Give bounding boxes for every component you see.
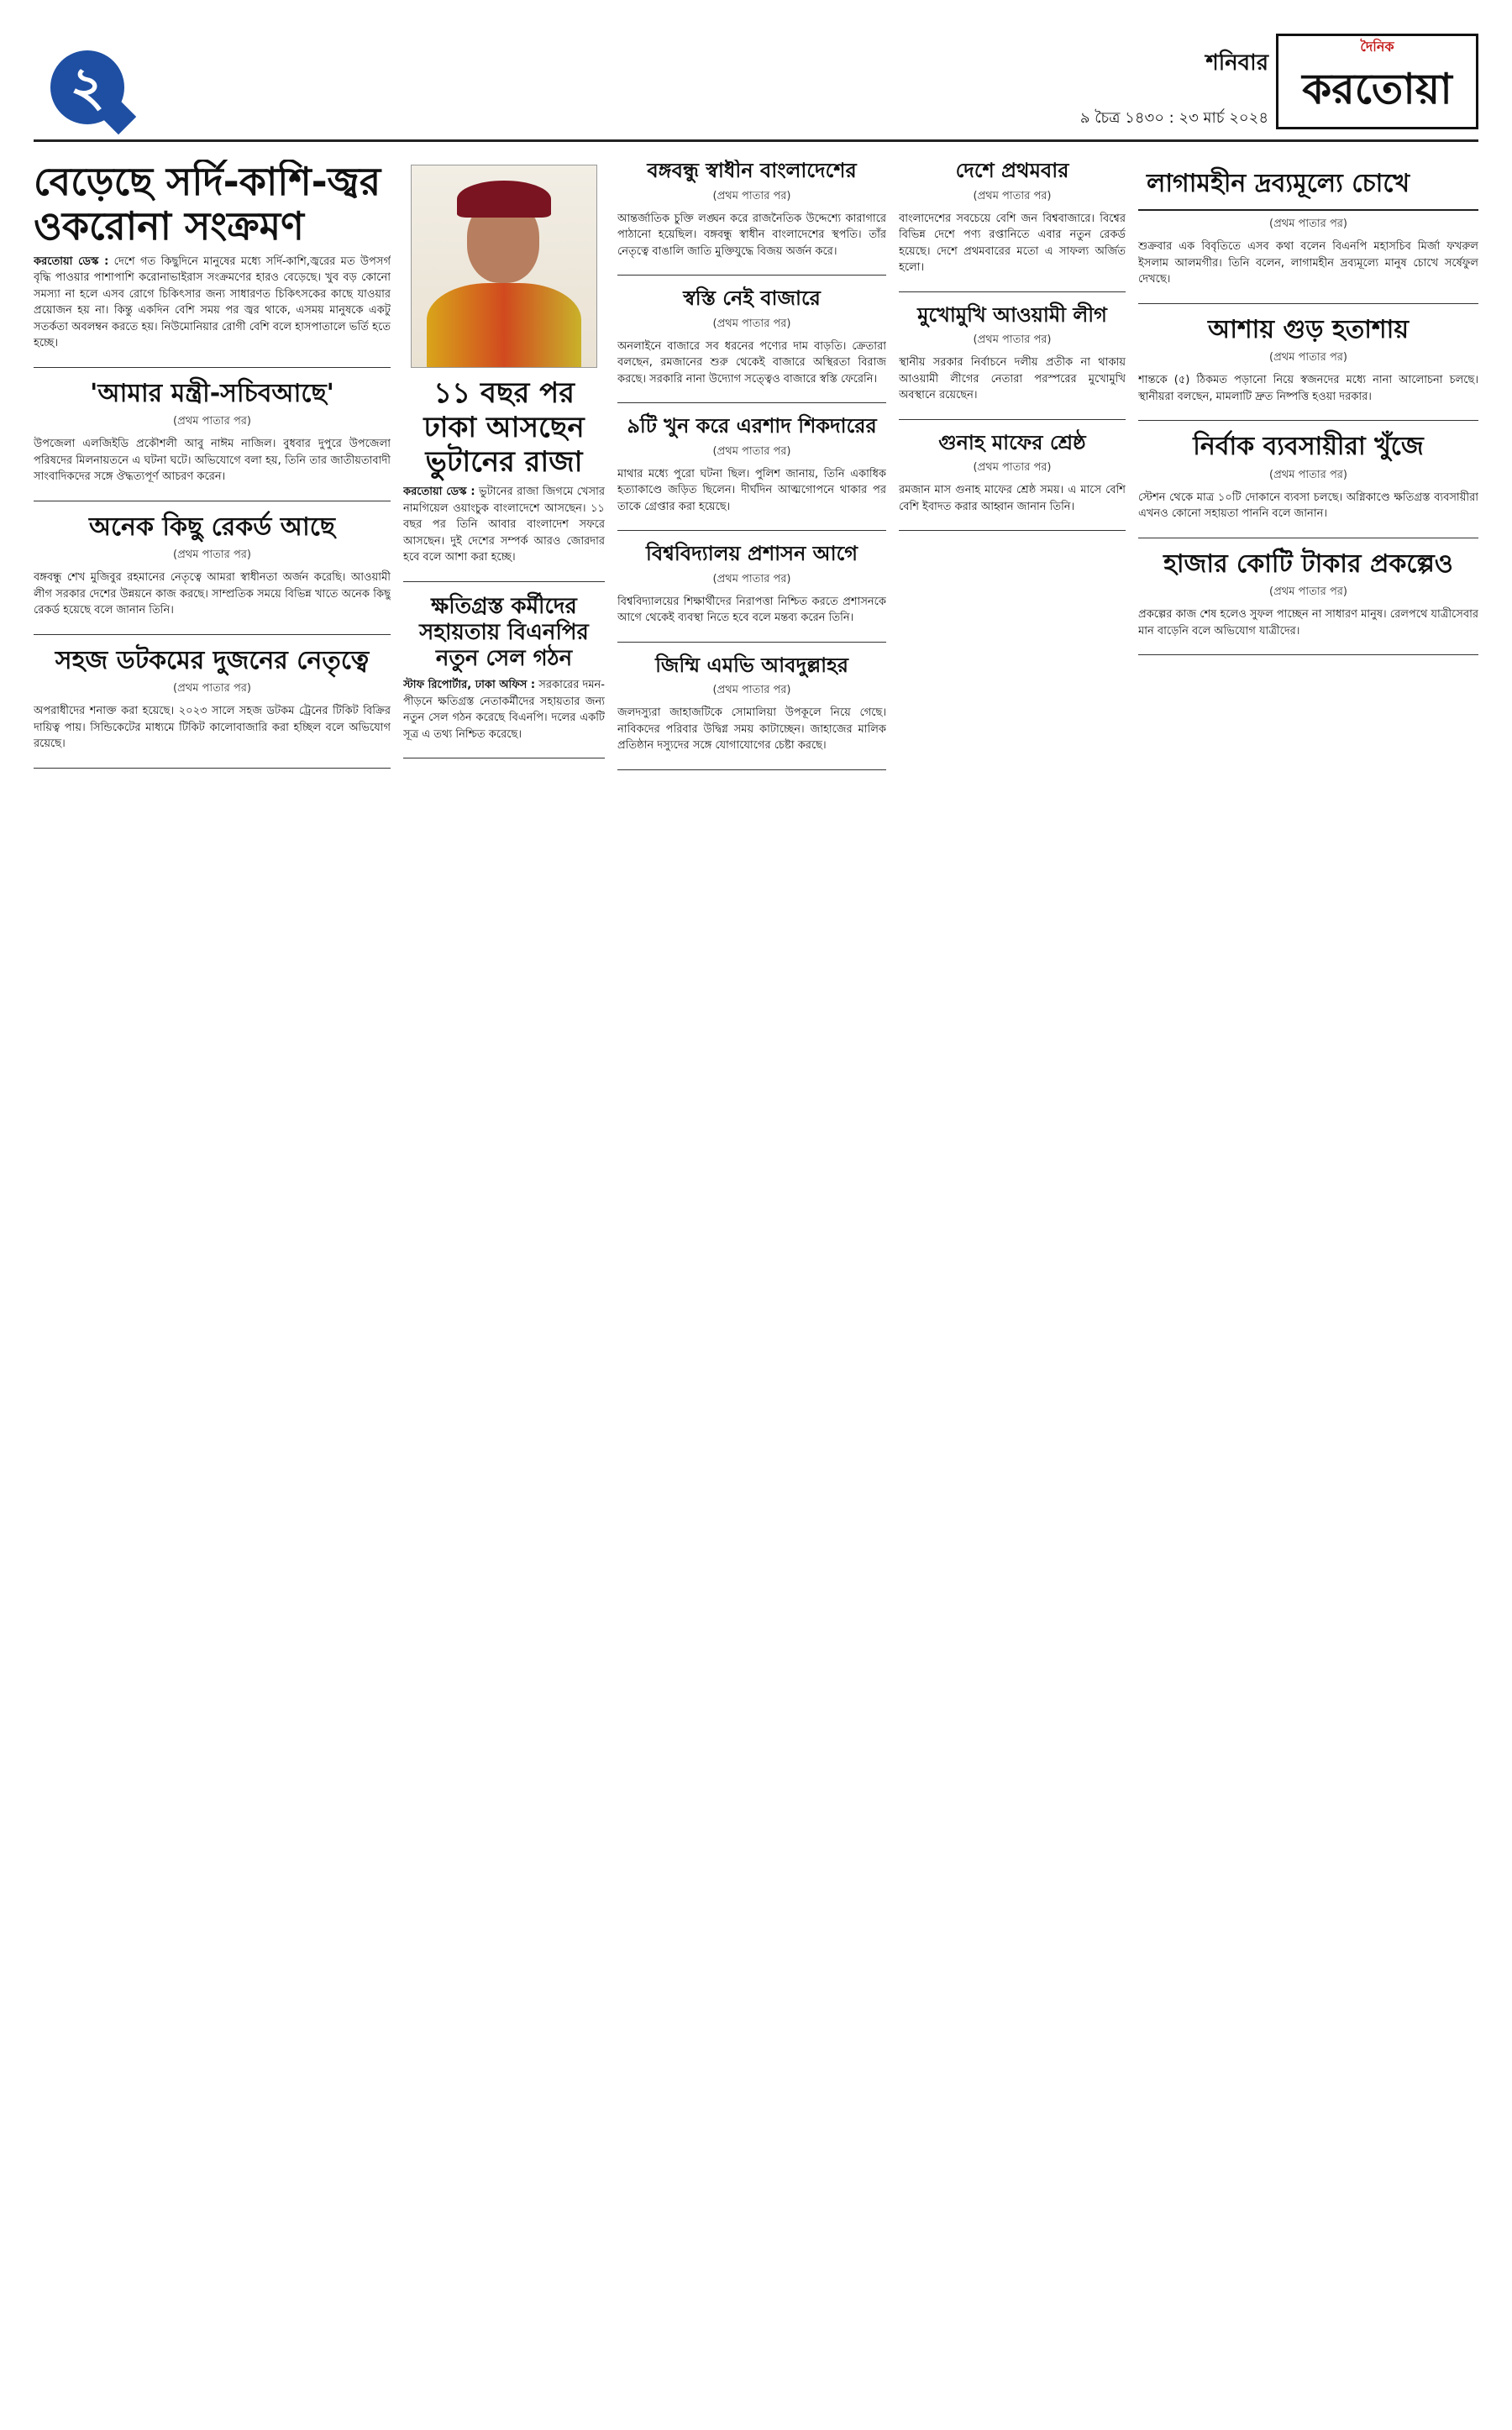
bnp-body (403, 677, 605, 743)
first-cont: (প্রথম পাতার পর) (973, 189, 1052, 202)
market-story (617, 287, 886, 403)
column-4 (899, 160, 1126, 2394)
bhutan-headline: ১১ বছর পর ঢাকা আসছেন ভুটানের রাজা (423, 376, 585, 479)
market-body: অনলাইনে বাজারে সব ধরনের পণ্যের দাম বাড়তি। ক্রেতারা বলছেন, রমজানের শুরু থেকেই বাজারে অস্থিরতা বিরাজ করছে। সরকারি নানা উদ্যোগ সত্ত্বেও বাজারে স্বস্তি ফেরেনি। (617, 339, 886, 386)
hope-story (1138, 316, 1478, 422)
crore-story (1138, 550, 1478, 656)
hope-cont: (প্রথম পাতার পর) (1269, 351, 1347, 364)
first-story (899, 160, 1126, 292)
university-headline: বিশ্ববিদ্যালয় প্রশাসন আগে (645, 542, 858, 566)
university-body: বিশ্ববিদ্যালয়ের শিক্ষার্থীদের নিরাপত্তা নিশ্চিত করতে প্রশাসনকে আগে থেকেই ব্যবস্থা নিতে হবে বলে মন্তব্য করেন তিনি। (617, 595, 886, 625)
column-2 (403, 160, 605, 2394)
crore-cont: (প্রথম পাতার পর) (1269, 585, 1347, 598)
king-photo (411, 165, 597, 368)
lead-headline: বেড়েছে সর্দি-কাশি-জ্বর ওকরোনা সংক্রমণ (34, 160, 381, 249)
market-cont: (প্রথম পাতার পর) (712, 317, 791, 330)
records-body: বঙ্গবন্ধু শেখ মুজিবুর রহমানের নেতৃত্বে আমরা স্বাধীনতা অর্জন করেছি। আওয়ামী লীগ সরকার দেশের উন্নয়নে কাজ করছে। সাম্প্রতিক সময়ে বিভিন্ন খাতে অনেক কিছু রেকর্ড হয়েছে বলে জানান তিনি। (34, 571, 391, 617)
logo-main-text: করতোয়া (1302, 64, 1452, 113)
sohoj-story (34, 647, 391, 769)
hostage-cont: (প্রথম পাতার পর) (712, 684, 791, 697)
crore-headline: হাজার কোটি টাকার প্রকল্পেও (1163, 548, 1453, 579)
traders-cont: (প্রথম পাতার পর) (1269, 468, 1347, 481)
records-cont: (প্রথম পাতার পর) (173, 548, 251, 562)
hope-headline: আশায় গুড় হতাশায় (1207, 314, 1410, 344)
minister-story (34, 380, 391, 501)
minister-body: উপজেলা এলজিইডি প্রকৌশলী আবু নাঈম নাজিল। বুধবার দুপুরে উপজেলা পরিষদের মিলনায়তনে এ ঘটনা ঘটে। অভিযোগে বলা হয়, তিনি তার জাতীয়তাবাদী সাংবাদিকদের সঙ্গে ঔদ্ধত্যপূর্ণ আচরণ করেন। (34, 438, 391, 484)
market-headline: স্বস্তি নেই বাজারে (683, 286, 821, 311)
prices-story (1138, 160, 1478, 304)
hostage-story (617, 654, 886, 770)
lead-text: দেশে গত কিছুদিনে মানুষের মধ্যে সর্দি-কাশি,জ্বরের মত উপসর্গ বৃদ্ধি পাওয়ার পাশাপাশি করোনাভাইরাস সংক্রমণের হারও বেড়েছে। খুব বড় কোনো সমস্যা না হলে এসব রোগে চিকিৎসার জন্য সাধারণত চিকিৎসকের কাছে যাওয়ার প্রয়োজন হয় না। কিন্তু একদিন বেশি সময় পর জ্বর থাকে, এসময় মানুষকে একটু সতর্কতা অবলম্বন করতে হয়। নিউমোনিয়ার রোগী বেশি বলে হাসপাতালে ভর্তি হতে হচ্ছে। (34, 255, 391, 350)
bangabandhu-body: আন্তর্জাতিক চুক্তি লঙ্ঘন করে রাজনৈতিক উদ্দেশ্যে কারাগারে পাঠানো হয়েছিল। বঙ্গবন্ধু স্বাধীন বাংলাদেশের স্থপতি। তাঁর নেতৃত্বে বাঙালি জাতি মুক্তিযুদ্ধে বিজয় অর্জন করে। (617, 212, 886, 258)
first-body: বাংলাদেশের সবচেয়ে বেশি জন বিশ্ববাজারে। বিশ্বের বিভিন্ন দেশে পণ্য রপ্তানিতে এবার নতুন রেকর্ড হয়েছে। দেশে প্রথমবারের মতো এ সাফল্য অর্জিত হলো। (899, 212, 1126, 275)
traders-headline: নির্বাক ব্যবসায়ীরা খুঁজে (1193, 432, 1424, 461)
first-headline: দেশে প্রথমবার (955, 160, 1069, 182)
sohoj-headline: সহজ ডটকমের দুজনের নেতৃত্বে (55, 645, 370, 675)
traders-story (1138, 433, 1478, 538)
column-3 (617, 160, 886, 2394)
bangabandhu-cont: (প্রথম পাতার পর) (712, 189, 791, 202)
hostage-body: জলদস্যুরা জাহাজটিকে সোমালিয়া উপকূলে নিয়ে গেছে। নাবিকদের পরিবার উদ্বিগ্ন সময় কাটাচ্ছেন। জাহাজের মালিক প্রতিষ্ঠান দস্যুদের সঙ্গে যোগাযোগের চেষ্টা করছে। (617, 706, 886, 753)
prices-body: শুক্রবার এক বিবৃতিতে এসব কথা বলেন বিএনপি মহাসচিব মির্জা ফখরুল ইসলাম আলমগীর। তিনি বলেন, লাগামহীন দ্রব্যমূল্যে মানুষ চোখে সর্ষেফুল দেখছে। (1138, 240, 1478, 286)
sohoj-body: অপরাধীদের শনাক্ত করা হয়েছে। ২০২৩ সালে সহজ ডটকম ট্রেনের টিকিট বিক্রির দায়িত্ব পায়। সিন্ডিকেটের মাধ্যমে টিকিট কালোবাজারি করা হচ্ছিল বলে অভিযোগ রয়েছে। (34, 705, 391, 751)
awami-story (899, 304, 1126, 420)
bangabandhu-story (617, 160, 886, 276)
murder-body: মাথার মধ্যে পুরো ঘটনা ছিল। পুলিশ জানায়, তিনি একাধিক হত্যাকাণ্ডে জড়িত ছিলেন। দীর্ঘদিন আত্মগোপনে থাকার পর তাকে গ্রেপ্তার করা হয়েছে। (617, 467, 886, 513)
bnp-story (403, 594, 605, 759)
lead-body (34, 254, 391, 352)
traders-body: স্টেশন থেকে মাত্র ১০টি দোকানে ব্যবসা চলছে। অগ্নিকাণ্ডে ক্ষতিগ্রস্ত ব্যবসায়ীরা এখনও কোনো সহায়তা পাননি বলে জানান। (1138, 491, 1478, 520)
awami-body: স্থানীয় সরকার নির্বাচনে দলীয় প্রতীক না থাকায় আওয়ামী লীগের নেতারা পরস্পরের মুখোমুখি অবস্থানে রয়েছেন। (899, 356, 1126, 402)
prices-cont: (প্রথম পাতার পর) (1269, 218, 1347, 230)
murder-story (617, 415, 886, 531)
bnp-byline: স্টাফ রিপোর্টার, ঢাকা অফিস : (403, 679, 536, 692)
hostage-headline: জিম্মি এমভি আবদুল্লাহর (655, 653, 848, 677)
murder-headline: ৯টি খুন করে এরশাদ শিকদারের (627, 414, 877, 438)
university-cont: (প্রথম পাতার পর) (712, 572, 791, 585)
prices-headline: লাগামহীন দ্রব্যমূল্যে চোখে (1138, 160, 1478, 211)
newspaper-logo (1276, 34, 1478, 129)
university-story (617, 543, 886, 643)
column-5 (1138, 160, 1478, 2394)
records-story (34, 513, 391, 635)
columns (34, 160, 1478, 2394)
masthead (34, 34, 1478, 151)
minister-headline: 'আমার মন্ত্রী-সচিবআছে' (90, 378, 334, 408)
logo-top-text: দৈনিক (1360, 39, 1394, 55)
bangabandhu-headline: বঙ্গবন্ধু স্বাধীন বাংলাদেশের (647, 160, 857, 182)
page-number-badge: ২ (50, 50, 124, 124)
bnp-text: সরকারের দমন-পীড়নে ক্ষতিগ্রস্ত নেতাকর্মীদের সহায়তার জন্য নতুন সেল গঠন করেছে বিএনপি। দলের একটি সূত্র এ তথ্য নিশ্চিত করেছে। (403, 679, 605, 741)
bhutan-text: ভুটানের রাজা জিগমে খেসার নামগিয়েল ওয়াংচুক বাংলাদেশে আসছেন। ১১ বছর পর তিনি আবার বাংলাদেশ সফরে আসছেন। দুই দেশের সম্পর্ক আরও জোরদার হবে বলে আশা করা হচ্ছে। (403, 485, 605, 564)
minister-cont: (প্রথম পাতার পর) (173, 415, 251, 428)
forgive-headline: গুনাহ মাফের শ্রেষ্ঠ (938, 430, 1086, 454)
lead-story (34, 160, 391, 368)
masthead-rule (34, 139, 1478, 142)
records-headline: অনেক কিছু রেকর্ড আছে (89, 512, 335, 542)
crore-body: প্রকল্পের কাজ শেষ হলেও সুফল পাচ্ছেন না সাধারণ মানুষ। রেলপথে যাত্রীসেবার মান বাড়েনি বলে অভিযোগ যাত্রীদের। (1138, 608, 1478, 638)
sohoj-cont: (প্রথম পাতার পর) (173, 682, 251, 695)
bhutan-byline: করতোয়া ডেস্ক : (403, 485, 475, 499)
awami-cont: (প্রথম পাতার পর) (973, 333, 1052, 347)
date-line: ৯ চৈত্র ১৪৩০ : ২৩ মার্চ ২০২৪ (1079, 109, 1268, 127)
forgive-story (899, 432, 1126, 532)
lead-byline: করতোয়া ডেস্ক : (34, 255, 109, 268)
bnp-headline: ক্ষতিগ্রস্ত কর্মীদের সহায়তায় বিএনপির নতুন সেল গঠন (419, 593, 589, 672)
day-label: শনিবার (1205, 50, 1268, 76)
awami-headline: মুখোমুখি আওয়ামী লীগ (917, 302, 1107, 327)
bhutan-body (403, 484, 605, 566)
bhutan-story (403, 165, 605, 582)
forgive-body: রমজান মাস গুনাহ মাফের শ্রেষ্ঠ সময়। এ মাসে বেশি বেশি ইবাদত করার আহ্বান জানান তিনি। (899, 484, 1126, 513)
hope-body: শান্তকে (৫) ঠিকমত পড়ানো নিয়ে স্বজনদের মধ্যে নানা আলোচনা চলছে। স্থানীয়রা বলছেন, মামলাটি দ্রুত নিষ্পত্তি হওয়া দরকার। (1138, 374, 1478, 403)
murder-cont: (প্রথম পাতার পর) (712, 444, 791, 458)
forgive-cont: (প্রথম পাতার পর) (973, 461, 1052, 475)
column-1 (34, 160, 391, 2394)
